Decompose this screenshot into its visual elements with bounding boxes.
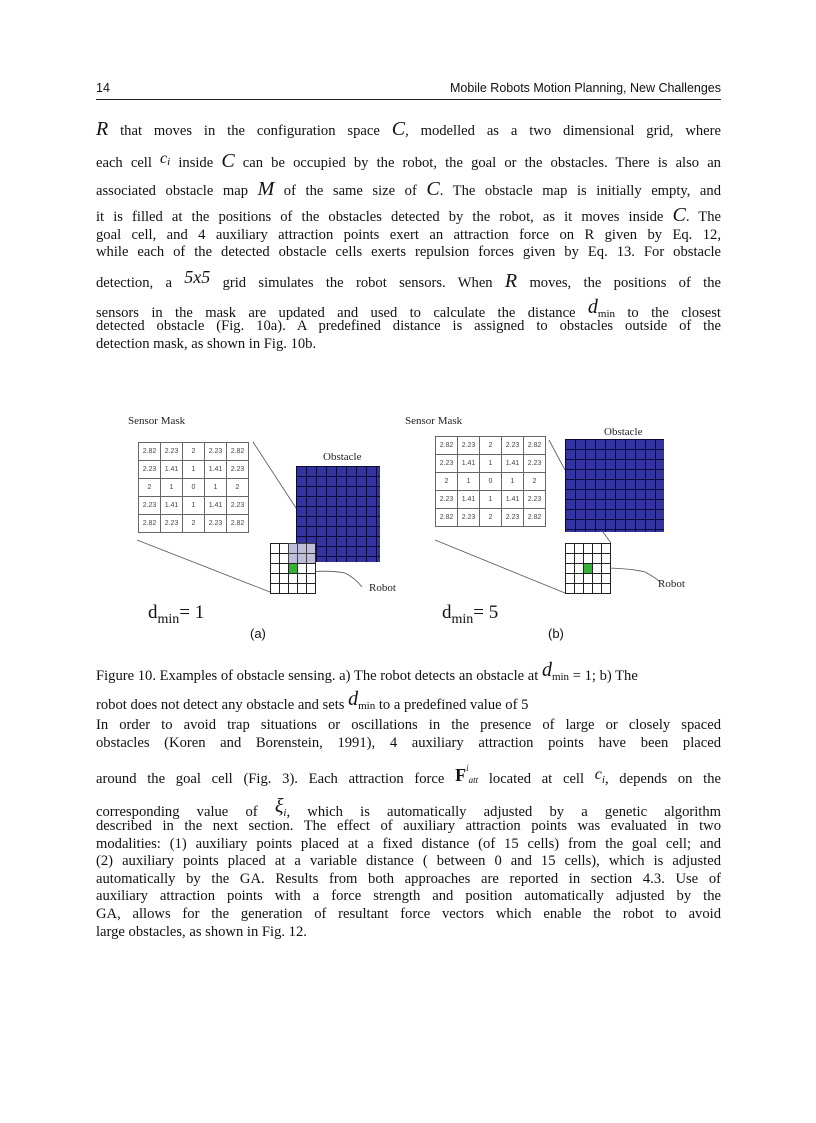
- page-number: 14: [96, 81, 110, 95]
- dmin-equation: $d_{min}= 5$: [442, 602, 499, 627]
- text-line: detection mask, as shown in Fig. 10b.: [96, 336, 317, 352]
- text-line: (2) auxiliary points placed at a variable distance ( between 0 and 15 cells), which is adjusted: [96, 853, 721, 869]
- text-line: each cell ci inside C can be occupied by the robot, the goal or the obstacles. There is also an: [96, 150, 721, 172]
- figure-caption-line-1: Figure 10. Examples of obstacle sensing. a) The robot detects an obstacle at dmin = 1; b) The: [96, 659, 638, 684]
- sensor-mask-label: Sensor Mask: [128, 415, 186, 427]
- figure-caption-line-2: robot does not detect any obstacle and sets dmin to a predefined value of 5: [96, 688, 529, 713]
- text-line: detected obstacle (Fig. 10a). A predefined distance is assigned to obstacles outside of the: [96, 318, 721, 334]
- robot-cell: [289, 564, 297, 573]
- text-line: large obstacles, as shown in Fig. 12.: [96, 924, 307, 940]
- robot-label: Robot: [369, 582, 396, 594]
- text-line: obstacles (Koren and Borenstein, 1991), 4 auxiliary attraction points have been placed: [96, 735, 721, 751]
- detected-obstacle-cells: [288, 543, 315, 563]
- obstacle-label: Obstacle: [604, 426, 643, 438]
- text-line: auxiliary attraction points with a force strength and position automatically adjusted by the: [96, 888, 721, 904]
- text-line: while each of the detected obstacle cells exerts repulsion forces given by Eq. 13. For obstacle: [96, 244, 721, 260]
- text-line: goal cell, and 4 auxiliary attraction points exert an attraction force on R given by Eq. 12,: [96, 227, 721, 243]
- sensor-mask-grid: 2.82 2.23 2 2.23 2.82 2.23 1.41 1 1.41 2.23 2 1 0 1 2 2.23 1.41 1 1.41 2.23 2.82 2.23 2 2.23 2.82: [138, 442, 249, 533]
- text-line: detection, a 5x5 grid simulates the robot sensors. When R moves, the positions of the: [96, 267, 721, 292]
- dmin-equation: $d_{min}= 1$: [148, 602, 205, 627]
- running-title: Mobile Robots Motion Planning, New Challenges: [450, 81, 721, 95]
- robot-cell: [584, 564, 592, 573]
- obstacle-label: Obstacle: [323, 451, 362, 463]
- text-line: around the goal cell (Fig. 3). Each attraction force $F^iatt$ located at cell ci, depends on the: [96, 763, 722, 787]
- sensor-mask-grid: 2.82 2.23 2 2.23 2.82 2.23 1.41 1 1.41 2.23 2 1 0 1 2 2.23 1.41 1 1.41 2.23 2.82 2.23 2 2.23 2.82: [435, 436, 546, 527]
- sensor-mask-label: Sensor Mask: [405, 415, 463, 427]
- text-line: In order to avoid trap situations or oscillations in the presence of large or closely spaced: [96, 717, 721, 733]
- robot-label: Robot: [658, 578, 685, 590]
- text-line: R that moves in the configuration space C, modelled as a two dimensional grid, where: [96, 118, 721, 140]
- panel-label: (b): [548, 626, 564, 641]
- obstacle-block: [565, 439, 664, 532]
- panel-label: (a): [250, 626, 266, 641]
- text-line: GA, allows for the generation of resultant force vectors which enable the robot to avoid: [96, 906, 721, 922]
- text-line: modalities: (1) auxiliary points placed at a fixed distance (of 15 cells) from the goal cell; and: [96, 836, 721, 852]
- text-line: associated obstacle map M of the same size of C. The obstacle map is initially empty, and: [96, 178, 721, 200]
- text-line: it is filled at the positions of the obstacles detected by the robot, as it moves inside C. The: [96, 204, 721, 226]
- text-line: automatically by the GA. Results from both approaches are reported in section 4.3. Use of: [96, 871, 721, 887]
- text-line: sensors in the mask are updated and used to calculate the distance dmin to the closest: [96, 296, 721, 321]
- text-line: described in the next section. The effect of auxiliary attraction points was evaluated in two: [96, 818, 721, 834]
- text-line: corresponding value of ξi, which is automatically adjusted by a genetic algorithm: [96, 795, 721, 820]
